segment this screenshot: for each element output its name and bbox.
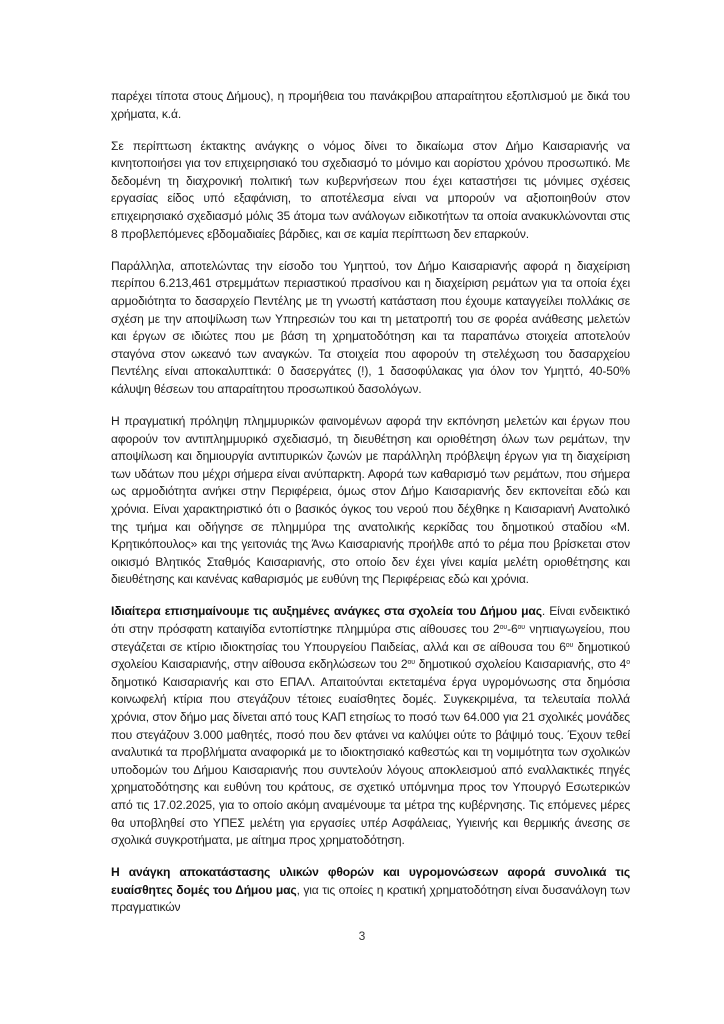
paragraph-text: -6: [507, 622, 518, 637]
paragraph-text: Η πραγματική πρόληψη πλημμυρικών φαινομένων αφορά την εκπόνηση μελετών και έργων που αφορούν τον αντιπλημμυρικό σχεδιασμό, τη διευθέτηση και οριοθέτηση όλων των ρεμάτων, την αποψίλωση και δημιουργία αντιπυρικών ζωνών με παράλληλη πρόβλεψη έργων για τη διαχείριση των υδάτων που μέχρι σήμερα είναι ανύπαρκτη. Αφορά των καθαρισμό των ρεμάτων, που σήμερα ως αρμοδιότητα ανήκει στην Περιφέρεια, όμως στον Δήμο Καισαριανής δεν εκπονείται εδώ και χρόνια. Είναι χαρακτηριστικό ότι ο βασικός όγκος του νερού που δέχθηκε η Καισαριανή Ανατολικό της τμήμα και οδήγησε σε πλημμύρα της ανατολικής κερκίδας του δημοτικού σταδίου «Μ. Κρητικόπουλος» και της γειτονιάς της Άνω Καισαριανής προήλθε από το ρέμα που βρίσκεται στον οικισμό Βλητικός Σταθμός Καισαριανής, στο οποίο δεν έχει γίνει καμία μελέτη οριοθέτησης και διευθέτησης και κανένας καθαρισμός με ευθύνη της Περιφέρειας εδώ και χρόνια.: [111, 414, 630, 587]
paragraph-text: νηπιαγωγείου, που στεγάζεται σε κτίριο ιδιοκτησίας του Υπουργείου Παιδείας, αλλά και σε αίθουσα του 6: [111, 622, 630, 654]
paragraph-restoration-needs: [111, 864, 630, 917]
ordinal-superscript: ου: [565, 641, 574, 649]
paragraph-text: . Είναι ενδεικτικό ότι στην πρόσφατη καταιγίδα εντοπίστηκε πλημμύρα στις αίθουσες του 2: [111, 604, 630, 637]
bold-heading-text: Η ανάγκη αποκατάστασης υλικών φθορών και υγρομονώσεων αφορά συνολικά τις ευαίσθητες δομές του Δήμου μας: [111, 865, 630, 897]
paragraph-text: δημοτικό Καισαριανής και στο ΕΠΑΛ. Απαιτούνται εκτεταμένα έργα υγρομόνωσης στα δημόσια κοινωφελή κτίρια που στεγάζουν τέτοιες ευαίσθητες δομές. Συγκεκριμένα, τα τελευταία πολλά χρόνια, στον δήμο μας δίνεται από τους ΚΑΠ ετησίως το ποσό των 64.000 για 21 σχολικές μονάδες που στεγάζουν 3.000 μαθητές, ποσό που δεν φτάνει να καλύψει ούτε το βάψιμό τους. Έχουν τεθεί αναλυτικά τα προβλήματα αναφορικά με το ιδιοκτησιακό καθεστώς και τη νομιμότητα των σχολικών υποδομών του Δήμου Καισαριανής που συντελούν λόγους αποκλεισμού από εναλλακτικές πηγές χρηματοδότησης και ευθύνη του κράτους, σε σχετικό υπόμνημα προς τον Υπουργό Εσωτερικών από τις 17.02.2025, για το οποίο ακόμη αναμένουμε τα μέτρα της κυβέρνησης. Τις επόμενες μέρες θα υποβληθεί στο ΥΠΕΣ μελέτη για εργασίες υπέρ Ασφάλειας, Υγιεινής και θερμικής άνεσης σε σχολικά συγκροτήματα, με αίτημα προς χρηματοδότηση.: [111, 674, 630, 848]
paragraph-equipment-cost: [111, 88, 630, 123]
page-number: 3: [358, 929, 366, 943]
paragraph-text: δημοτικού σχολείου Καισαριανής, στο 4: [414, 657, 627, 672]
paragraph-text: παρέχει τίποτα στους Δήμους), η προμήθεια του πανάκριβου απαραίτητου εξοπλισμού με δικά του χρήματα, κ.ά.: [111, 89, 630, 121]
ordinal-superscript: ου: [499, 624, 508, 632]
paragraph-forest-management: [111, 258, 630, 399]
paragraph-schools: [111, 603, 630, 849]
ordinal-superscript: ο: [626, 659, 630, 667]
document-page: [111, 88, 630, 932]
ordinal-superscript: ου: [407, 659, 415, 667]
paragraph-flood-prevention: [111, 413, 630, 589]
ordinal-superscript: ου: [517, 624, 525, 632]
bold-heading-text: Ιδιαίτερα επισημαίνουμε τις αυξημένες ανάγκες στα σχολεία του Δήμου μας: [111, 604, 542, 619]
paragraph-emergency-staff: [111, 138, 630, 244]
paragraph-text: δημοτικού σχολείου Καισαριανής, στην αίθουσα εκδηλώσεων του 2: [111, 639, 630, 672]
paragraph-text: Σε περίπτωση έκτακτης ανάγκης ο νόμος δίνει το δικαίωμα στον Δήμο Καισαριανής να κινητοποιήσει για τον επιχειρησιακό του σχεδιασμό το μόνιμο και αορίστου χρόνου προσωπικό. Με δεδομένη τη διαχρονική πολιτική των κυβερνήσεων που έχει καταστήσει τις μόνιμες σχέσεις εργασίας είδος υπό εξαφάνιση, το αποτέλεσμα είναι να μπορούν να αξιοποιηθούν στον επιχειρησιακό σχεδιασμό μόλις 35 άτομα των ανάλογων ειδικοτήτων τα οποία ανακυκλώνονται στις 8 προβλεπόμενες εβδομαδιαίες βάρδιες, και σε καμία περίπτωση δεν επαρκούν.: [111, 138, 630, 241]
paragraph-text: , για τις οποίες η κρατική χρηματοδότηση είναι δυσανάλογη των πραγματικών: [111, 882, 630, 915]
paragraph-text: Παράλληλα, αποτελώντας την είσοδο του Υμηττού, τον Δήμο Καισαριανής αφορά η διαχείριση περίπου 6.213,461 στρεμμάτων περιαστικού πρασίνου και η διαχείριση ρεμάτων για τα οποία έχει αρμοδιότητα το δασαρχείο Πεντέλης με τη γνωστή κατάσταση που έχουμε καταγγείλει πολλάκις σε σχέση με την αποψίλωση των Υπηρεσιών του και τη μετατροπή του σε φορέα ανάθεσης μελετών και έργων σε ιδιώτες που με βάση τη χρηματοδότηση και τα παραπάνω στοιχεία αποτελούν σταγόνα στον ωκεανό των αναγκών. Τα στοιχεία που αφορούν τη στελέχωση του δασαρχείου Πεντέλης είναι αποκαλυπτικά: 0 δασεργάτες (!), 1 δασοφύλακας για όλον τον Υμηττό, 40-50% κάλυψη θέσεων του απαραίτητου προσωπικού δασολόγων.: [111, 258, 630, 396]
